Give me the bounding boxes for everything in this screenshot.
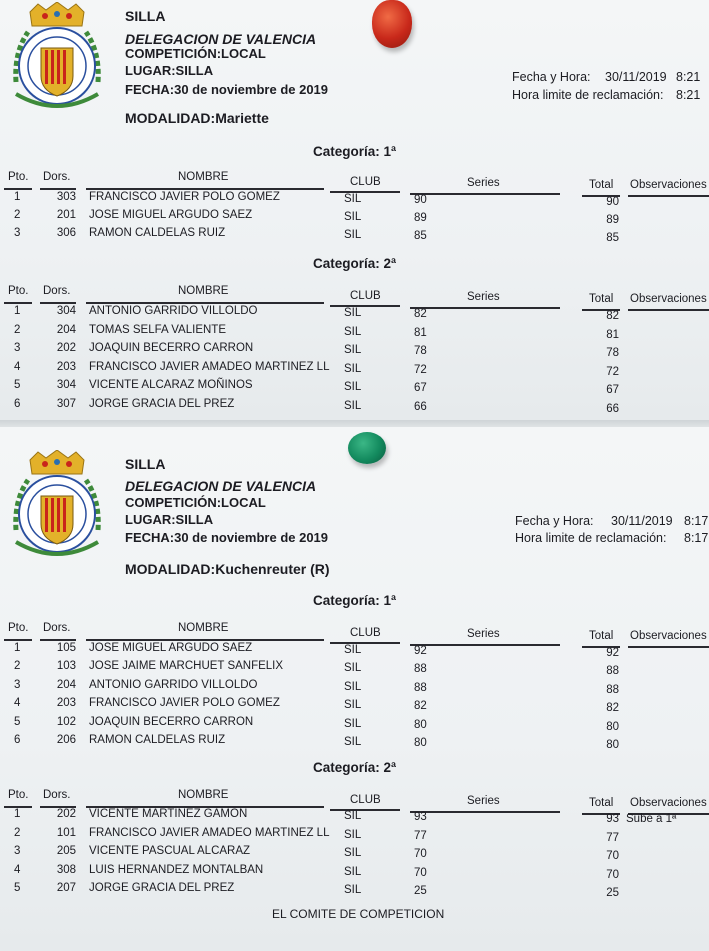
column-header-observations: Observaciones <box>630 293 707 305</box>
row-position: 4 <box>14 863 21 876</box>
row-club: SIL <box>344 884 362 897</box>
row-club: SIL <box>344 307 362 319</box>
row-name: RAMON CALDELAS RUIZ <box>89 227 226 240</box>
row-total: 78 <box>606 347 619 360</box>
row-position: 3 <box>14 845 21 858</box>
datetime-label: Fecha y Hora: <box>512 70 591 84</box>
column-header-observations: Observaciones <box>630 630 707 642</box>
row-total: 25 <box>606 887 619 900</box>
row-series: 72 <box>414 363 427 376</box>
row-bib: 105 <box>56 642 76 654</box>
row-series: 78 <box>414 345 427 358</box>
row-name: ANTONIO GARRIDO VILLOLDO <box>89 678 258 691</box>
row-position: 6 <box>14 398 21 410</box>
row-name: FRANCISCO JAVIER POLO GOMEZ <box>89 191 280 203</box>
row-bib: 203 <box>56 697 76 710</box>
row-name: ANTONIO GARRIDO VILLOLDO <box>89 305 258 317</box>
row-series: 88 <box>414 681 427 694</box>
column-header-observations: Observaciones <box>630 179 707 191</box>
header-delegation: DELEGACION DE VALENCIA <box>125 478 317 494</box>
row-total: 82 <box>606 310 619 322</box>
sheet-divider <box>0 420 709 427</box>
row-series: 66 <box>414 401 427 413</box>
row-bib: 205 <box>56 845 76 858</box>
header-modality: MODALIDAD:Mariette <box>125 110 269 126</box>
header-rule <box>410 644 560 646</box>
row-position: 3 <box>14 678 21 691</box>
header-rule <box>410 307 560 309</box>
row-series: 85 <box>414 230 427 243</box>
row-series: 92 <box>414 645 427 657</box>
row-total: 80 <box>606 720 619 733</box>
row-total: 72 <box>606 365 619 378</box>
row-position: 1 <box>14 305 21 317</box>
row-bib: 303 <box>56 191 76 203</box>
row-name: JOSE JAIME MARCHUET SANFELIX <box>89 660 284 673</box>
datetime-label: Fecha y Hora: <box>515 514 594 528</box>
header-rule <box>86 639 324 641</box>
row-bib: 306 <box>56 227 76 240</box>
row-name: FRANCISCO JAVIER AMADEO MARTINEZ LL <box>89 826 330 839</box>
column-header-club: CLUB <box>350 176 381 188</box>
datetime-time: 8:17 <box>684 514 709 528</box>
column-header-club: CLUB <box>350 794 381 806</box>
row-position: 4 <box>14 697 21 710</box>
row-total: 88 <box>606 683 619 696</box>
row-club: SIL <box>344 325 362 338</box>
column-header-series: Series <box>467 291 500 303</box>
header-place: LUGAR:SILLA <box>125 63 214 78</box>
row-series: 70 <box>414 848 427 861</box>
row-total: 82 <box>606 702 619 715</box>
column-header-bib: Dors. <box>43 171 71 183</box>
datetime-date: 30/11/2019 <box>605 70 667 84</box>
category-title: Categoría: 2ª <box>312 256 397 271</box>
row-total: 70 <box>606 850 619 863</box>
header-rule <box>410 811 560 813</box>
row-position: 1 <box>14 642 21 654</box>
row-series: 93 <box>414 811 427 823</box>
header-rule <box>86 188 324 190</box>
row-series: 67 <box>414 382 427 395</box>
row-club: SIL <box>344 211 362 224</box>
row-bib: 103 <box>56 660 76 673</box>
row-bib: 101 <box>56 826 76 839</box>
row-total: 89 <box>606 214 619 227</box>
row-series: 80 <box>414 718 427 731</box>
row-bib: 201 <box>56 209 76 222</box>
claim-limit-time: 8:21 <box>676 88 701 102</box>
row-series: 81 <box>414 326 427 339</box>
header-rule <box>330 191 400 193</box>
row-total: 66 <box>606 403 619 415</box>
row-bib: 203 <box>56 360 76 373</box>
datetime-time: 8:21 <box>676 70 701 84</box>
row-bib: 206 <box>56 734 76 746</box>
header-rule <box>40 302 76 304</box>
column-header-bib: Dors. <box>43 789 71 801</box>
red-pushpin-icon <box>372 0 412 48</box>
row-bib: 204 <box>56 678 76 691</box>
header-rule <box>330 809 400 811</box>
row-bib: 304 <box>56 305 76 317</box>
column-header-name: NOMBRE <box>178 789 229 801</box>
row-bib: 202 <box>56 808 76 820</box>
column-header-series: Series <box>467 628 500 640</box>
claim-limit-time: 8:17 <box>684 531 709 545</box>
row-series: 82 <box>414 308 427 320</box>
row-club: SIL <box>344 644 362 656</box>
row-club: SIL <box>344 699 362 712</box>
row-total: 70 <box>606 868 619 881</box>
row-position: 1 <box>14 808 21 820</box>
row-series: 25 <box>414 885 427 898</box>
row-total: 77 <box>606 831 619 844</box>
row-bib: 204 <box>56 323 76 336</box>
header-rule <box>410 193 560 195</box>
column-header-club: CLUB <box>350 627 381 639</box>
row-club: SIL <box>344 400 362 412</box>
header-rule <box>40 188 76 190</box>
row-series: 82 <box>414 700 427 713</box>
row-name: JOAQUIN BECERRO CARRON <box>89 715 254 728</box>
category-title: Categoría: 2ª <box>312 760 397 775</box>
header-rule <box>4 188 32 190</box>
column-header-series: Series <box>467 795 500 807</box>
column-header-observations: Observaciones <box>630 797 707 809</box>
row-club: SIL <box>344 736 362 748</box>
footer-signature: EL COMITE DE COMPETICION <box>272 907 445 921</box>
row-position: 4 <box>14 360 21 373</box>
header-date: FECHA:30 de noviembre de 2019 <box>125 530 329 545</box>
column-header-position: Pto. <box>8 285 29 297</box>
row-series: 80 <box>414 737 427 749</box>
row-bib: 304 <box>56 379 76 392</box>
row-name: LUIS HERNANDEZ MONTALBAN <box>89 863 264 876</box>
header-rule <box>628 195 709 197</box>
row-club: SIL <box>344 344 362 357</box>
row-position: 2 <box>14 209 21 222</box>
header-modality: MODALIDAD:Kuchenreuter (R) <box>125 561 330 577</box>
header-competition: COMPETICIÓN:LOCAL <box>125 46 266 61</box>
row-club: SIL <box>344 381 362 394</box>
row-bib: 102 <box>56 715 76 728</box>
column-header-name: NOMBRE <box>178 285 229 297</box>
category-title: Categoría: 1ª <box>312 144 397 159</box>
row-club: SIL <box>344 362 362 375</box>
header-town: SILLA <box>125 8 166 24</box>
row-name: JOSE MIGUEL ARGUDO SAEZ <box>89 642 253 654</box>
datetime-date: 30/11/2019 <box>611 514 673 528</box>
row-total: 85 <box>606 232 619 245</box>
column-header-position: Pto. <box>8 789 29 801</box>
column-header-position: Pto. <box>8 622 29 634</box>
header-rule <box>4 302 32 304</box>
row-name: JOAQUIN BECERRO CARRON <box>89 342 254 355</box>
row-name: JORGE GRACIA DEL PREZ <box>89 882 235 895</box>
column-header-name: NOMBRE <box>178 622 229 634</box>
claim-limit-label: Hora limite de reclamación: <box>515 531 667 545</box>
header-rule <box>86 302 324 304</box>
row-series: 77 <box>414 829 427 842</box>
row-total: 93 <box>606 813 619 825</box>
header-town: SILLA <box>125 456 166 472</box>
row-series: 90 <box>414 194 427 206</box>
column-header-series: Series <box>467 177 500 189</box>
row-position: 6 <box>14 734 21 746</box>
row-position: 1 <box>14 191 21 203</box>
row-total: 80 <box>606 739 619 751</box>
row-position: 2 <box>14 660 21 673</box>
header-delegation: DELEGACION DE VALENCIA <box>125 31 317 47</box>
header-date: FECHA:30 de noviembre de 2019 <box>125 82 329 97</box>
row-name: FRANCISCO JAVIER AMADEO MARTINEZ LL <box>89 360 330 373</box>
row-name: VICENTE ALCARAZ MOÑINOS <box>89 379 253 392</box>
row-total: 81 <box>606 328 619 341</box>
column-header-total: Total <box>589 797 614 809</box>
row-position: 2 <box>14 826 21 839</box>
header-rule <box>4 639 32 641</box>
row-club: SIL <box>344 717 362 730</box>
column-header-total: Total <box>589 179 614 191</box>
federation-crest-logo <box>8 2 106 122</box>
header-rule <box>628 646 709 648</box>
row-bib: 307 <box>56 398 76 410</box>
row-club: SIL <box>344 810 362 822</box>
category-title: Categoría: 1ª <box>312 593 397 608</box>
row-position: 2 <box>14 323 21 336</box>
row-position: 3 <box>14 227 21 240</box>
row-total: 88 <box>606 665 619 678</box>
row-series: 89 <box>414 212 427 225</box>
row-bib: 308 <box>56 863 76 876</box>
row-club: SIL <box>344 865 362 878</box>
row-total: 92 <box>606 647 619 659</box>
header-rule <box>628 309 709 311</box>
row-club: SIL <box>344 193 362 205</box>
header-place: LUGAR:SILLA <box>125 512 214 527</box>
row-club: SIL <box>344 680 362 693</box>
row-name: FRANCISCO JAVIER POLO GOMEZ <box>89 697 280 710</box>
row-position: 3 <box>14 342 21 355</box>
column-header-club: CLUB <box>350 290 381 302</box>
green-pushpin-icon <box>348 432 386 464</box>
row-observation: Sube a 1ª <box>626 813 677 825</box>
row-position: 5 <box>14 715 21 728</box>
header-competition: COMPETICIÓN:LOCAL <box>125 495 266 510</box>
row-club: SIL <box>344 828 362 841</box>
column-header-name: NOMBRE <box>178 171 229 183</box>
column-header-bib: Dors. <box>43 622 71 634</box>
column-header-total: Total <box>589 630 614 642</box>
column-header-total: Total <box>589 293 614 305</box>
federation-crest-logo <box>8 450 106 570</box>
column-header-position: Pto. <box>8 171 29 183</box>
row-position: 5 <box>14 379 21 392</box>
row-bib: 202 <box>56 342 76 355</box>
row-name: JORGE GRACIA DEL PREZ <box>89 398 235 410</box>
header-rule <box>330 642 400 644</box>
row-name: VICENTE PASCUAL ALCARAZ <box>89 845 251 858</box>
header-rule <box>40 639 76 641</box>
row-total: 67 <box>606 384 619 397</box>
row-club: SIL <box>344 662 362 675</box>
row-series: 88 <box>414 663 427 676</box>
row-bib: 207 <box>56 882 76 895</box>
row-club: SIL <box>344 847 362 860</box>
claim-limit-label: Hora limite de reclamación: <box>512 88 664 102</box>
row-name: JOSE MIGUEL ARGUDO SAEZ <box>89 209 253 222</box>
row-total: 90 <box>606 196 619 208</box>
row-name: TOMAS SELFA VALIENTE <box>89 323 226 336</box>
row-club: SIL <box>344 229 362 242</box>
header-rule <box>330 305 400 307</box>
column-header-bib: Dors. <box>43 285 71 297</box>
row-name: RAMON CALDELAS RUIZ <box>89 734 226 746</box>
row-series: 70 <box>414 866 427 879</box>
row-position: 5 <box>14 882 21 895</box>
row-name: VICENTE MARTINEZ GAMON <box>89 808 248 820</box>
